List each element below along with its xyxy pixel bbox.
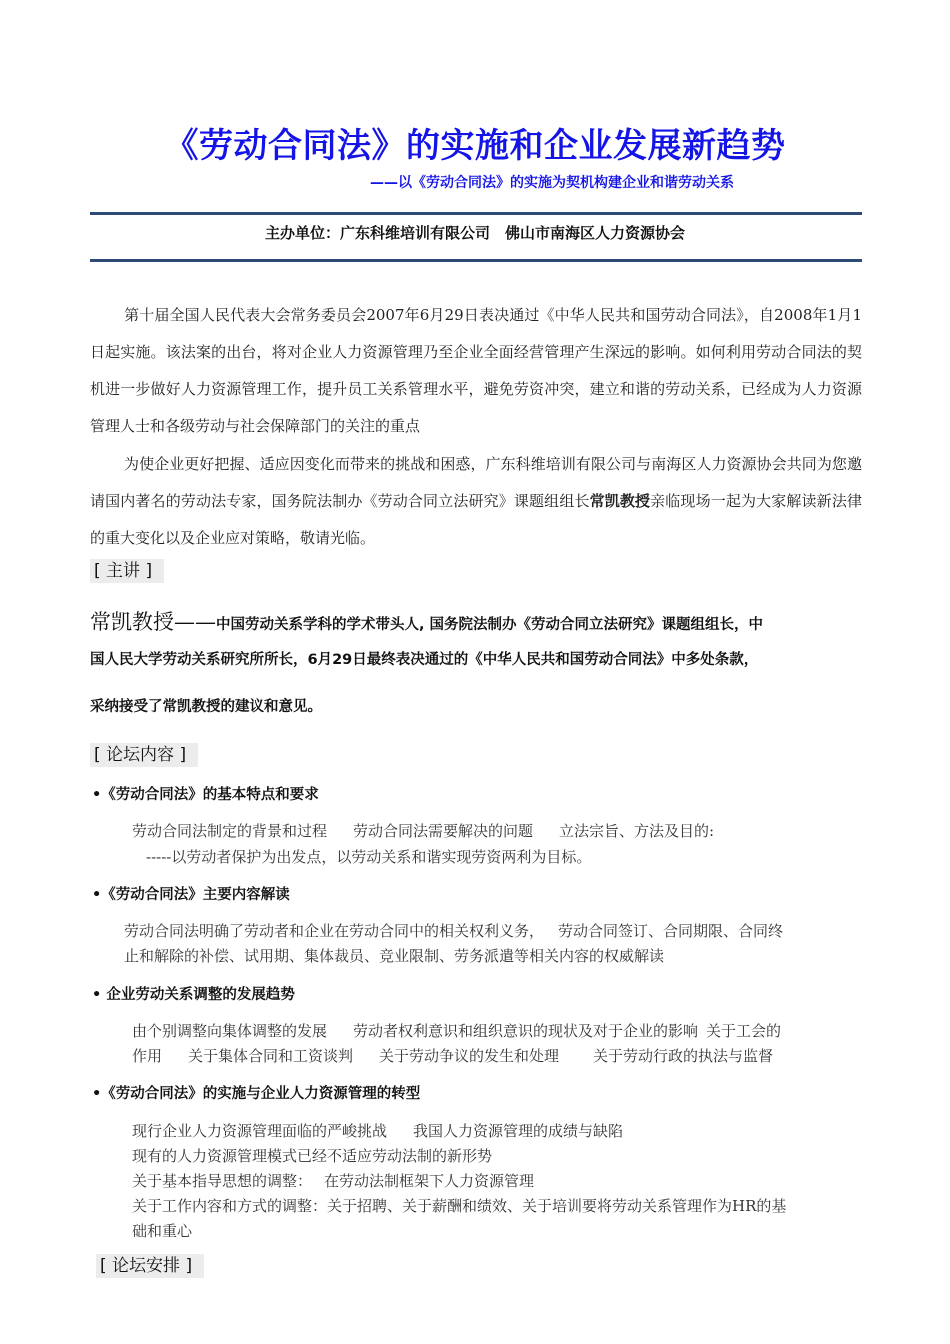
intro-paragraph-2 (90, 446, 862, 557)
intro-paragraph-1 (90, 297, 862, 445)
intro-text-2b: 亲临现场一起为大家解读新法律的重大变化以及企业应对策略，敬请光临。 (90, 492, 862, 547)
topic-3-item: 劳动者权利意识和组织意识的现状及对于企业的影响 (353, 1022, 699, 1040)
intro-text-2a: 为使企业更好把握、适应因变化而带来的挑战和困惑，广东科维培训有限公司与南海区人力资源协会共同为您邀请国内著名的劳动法专家，国务院法制办《劳动合同立法研究》课题组组长 (90, 455, 862, 510)
topic-3-line-2 (132, 1045, 773, 1066)
section-content-tag: [ 论坛内容 ] (90, 743, 198, 767)
topic-2-item: 劳动合同签订、合同期限、合同终 (558, 922, 784, 940)
speaker-block (90, 606, 862, 726)
topic-4-item: 现行企业人力资源管理面临的严峻挑战 (132, 1122, 388, 1140)
topic-1-item: 劳动合同法需要解决的问题 (353, 822, 534, 840)
topic-4-line-4: 关于工作内容和方式的调整：关于招聘、关于薪酬和绩效、关于培训要将劳动关系管理作为HR的基 (132, 1197, 787, 1215)
section-schedule-tag: [ 论坛安排 ] (96, 1254, 204, 1278)
topic-1-line-2: -----以劳动者保护为出发点，以劳动关系和谐实现劳资两利为目标。 (146, 848, 592, 866)
topic-4-line-2: 现有的人力资源管理模式已经不适应劳动法制的新形势 (132, 1147, 493, 1165)
topic-2-item: 劳动合同法明确了劳动者和企业在劳动合同中的相关权利义务， (124, 922, 545, 940)
section-speaker-tag: [ 主讲 ] (90, 559, 164, 583)
topic-3-item: 关于工会的 (706, 1022, 782, 1040)
topic-3-item: 关于劳动行政的执法与监督 (593, 1047, 774, 1065)
topic-3-line-1 (132, 1020, 781, 1041)
topic-3-item: 关于劳动争议的发生和处理 (379, 1047, 560, 1065)
speaker-desc-1: 中国劳动关系学科的学术带头人, 国务院法制办《劳动合同立法研究》课题组组长，中 (216, 617, 764, 633)
organizer-line: 主办单位：广东科维培训有限公司 佛山市南海区人力资源协会 (264, 224, 685, 242)
topic-4-line-3 (132, 1170, 534, 1191)
topic-2-line-1 (124, 920, 783, 941)
topic-1-item: 劳动合同法制定的背景和过程 (132, 822, 328, 840)
intro-text-1: 第十届全国人民代表大会常务委员会2007年6月29日表决通过《中华人民共和国劳动合同法》，自2008年1月1日起实施。该法案的出台，将对企业人力资源管理乃至企业全面经营管理产生深远的影响。如何利用劳动合同法的契机进一步做好人力资源管理工作，提升员工关系管理水平，避免劳资冲突，建立和谐的劳动关系，已经成为人力资源管理人士和各级劳动与社会保障部门的关注的重点 (90, 306, 862, 435)
speaker-line-3: 采纳接受了常凯教授的建议和意见。 (90, 699, 322, 715)
topic-2-line-2: 止和解除的补偿、试用期、集体裁员、竞业限制、劳务派遣等相关内容的权威解读 (124, 947, 665, 965)
topic-4-item: 在劳动法制框架下人力资源管理 (324, 1172, 535, 1190)
speaker-name-inline: 常凯教授 (589, 492, 651, 510)
topic-3-title: • 企业劳动关系调整的发展趋势 (92, 987, 295, 1003)
topic-1-title: •《劳动合同法》的基本特点和要求 (92, 787, 319, 803)
speaker-line-1 (90, 606, 763, 636)
page-title: 《劳动合同法》的实施和企业发展新趋势 (164, 126, 786, 166)
speaker-line-2: 国人民大学劳动关系研究所所长，6月29日最终表决通过的《中华人民共和国劳动合同法》中多处条款， (90, 652, 759, 668)
topic-4-line-1 (132, 1120, 623, 1141)
speaker-name: 常凯教授—— (90, 610, 216, 634)
top-divider (90, 212, 862, 215)
page-subtitle: ——以《劳动合同法》的实施为契机构建企业和谐劳动关系 (370, 175, 734, 191)
topic-4-item: 关于基本指导思想的调整： (132, 1172, 313, 1190)
topic-3-item: 作用 (132, 1047, 163, 1065)
topic-1-item: 立法宗旨、方法及目的: (559, 822, 715, 840)
topic-2-title: •《劳动合同法》主要内容解读 (92, 887, 290, 903)
topic-1-line-1 (132, 820, 714, 841)
bottom-divider (90, 259, 862, 262)
topic-3-item: 关于集体合同和工资谈判 (188, 1047, 354, 1065)
topic-4-title: •《劳动合同法》的实施与企业人力资源管理的转型 (92, 1086, 421, 1102)
topic-4-line-5: 础和重心 (132, 1222, 193, 1240)
topic-3-item: 由个别调整向集体调整的发展 (132, 1022, 328, 1040)
topic-4-item: 我国人力资源管理的成绩与缺陷 (413, 1122, 624, 1140)
